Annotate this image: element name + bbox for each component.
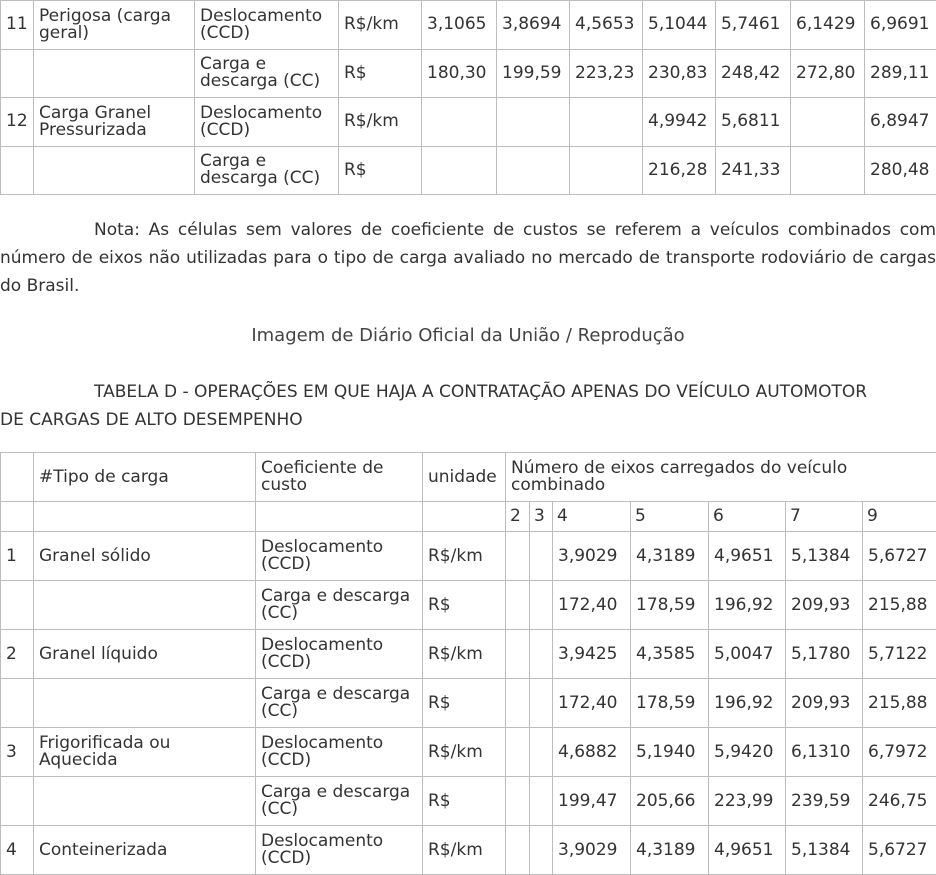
- value-cell: 5,9420: [709, 728, 786, 777]
- value-cell: [506, 679, 530, 728]
- value-cell: 223,99: [709, 777, 786, 826]
- row-number: [1, 777, 34, 826]
- value-cell: [791, 98, 865, 147]
- cargo-type: Carga Granel Pressurizada: [34, 98, 195, 147]
- table-row: [1, 1, 936, 50]
- axes-blank: [34, 502, 256, 532]
- table-d: [0, 452, 936, 875]
- table-c: [0, 0, 936, 195]
- value-cell: 196,92: [709, 581, 786, 630]
- value-cell: [506, 630, 530, 679]
- value-cell: 5,1044: [643, 1, 716, 50]
- value-cell: 199,47: [553, 777, 631, 826]
- value-cell: 5,6727: [863, 532, 936, 581]
- unit: R$: [423, 581, 506, 630]
- value-cell: [530, 630, 553, 679]
- value-cell: [530, 777, 553, 826]
- table-note: Nota: As células sem valores de coeficiente de custos se referem a veículos combinados com número de eixos não utilizadas para o tipo de carga avaliado no mercado de transporte rodoviário de cargas do Brasil.: [0, 216, 936, 300]
- value-cell: [506, 581, 530, 630]
- unit: R$: [339, 49, 422, 98]
- cost-coefficient: Deslocamento (CCD): [256, 826, 423, 875]
- header-coef: Coeficiente de custo: [256, 453, 423, 502]
- unit: R$/km: [339, 98, 422, 147]
- header-unid: unidade: [423, 453, 506, 502]
- row-number: 12: [1, 98, 34, 147]
- axes-blank: [423, 502, 506, 532]
- value-cell: 5,0047: [709, 630, 786, 679]
- cost-coefficient: Carga e descarga (CC): [195, 146, 339, 195]
- value-cell: [422, 98, 497, 147]
- value-cell: 172,40: [553, 581, 631, 630]
- value-cell: 178,59: [631, 581, 709, 630]
- axle-count-header: 3: [530, 502, 553, 532]
- table-row: [1, 532, 936, 581]
- cost-coefficient: Deslocamento (CCD): [256, 630, 423, 679]
- table-row: [1, 581, 936, 630]
- header-eixos: Número de eixos carregados do veículo combinado: [506, 453, 936, 502]
- cargo-type: [34, 679, 256, 728]
- value-cell: [506, 777, 530, 826]
- row-number: [1, 679, 34, 728]
- value-cell: 6,7972: [863, 728, 936, 777]
- image-caption: Imagem de Diário Oficial da União / Reprodução: [0, 325, 936, 346]
- cost-coefficient: Carga e descarga (CC): [256, 581, 423, 630]
- cargo-type: Frigorificada ou Aquecida: [34, 728, 256, 777]
- axle-count-header: 7: [786, 502, 863, 532]
- value-cell: 5,1940: [631, 728, 709, 777]
- value-cell: 4,9942: [643, 98, 716, 147]
- value-cell: [530, 581, 553, 630]
- value-cell: 6,9691: [865, 1, 936, 50]
- row-number: 11: [1, 1, 34, 50]
- axle-count-header: 5: [631, 502, 709, 532]
- table-row: [1, 146, 936, 195]
- table-d-axes-row: [1, 502, 936, 532]
- table-d-header-row: [1, 453, 936, 502]
- value-cell: 172,40: [553, 679, 631, 728]
- cargo-type: [34, 146, 195, 195]
- table-row: [1, 728, 936, 777]
- table-row: [1, 826, 936, 875]
- unit: R$: [423, 777, 506, 826]
- value-cell: 5,1384: [786, 532, 863, 581]
- value-cell: 6,1429: [791, 1, 865, 50]
- value-cell: [530, 679, 553, 728]
- cargo-type: Conteinerizada: [34, 826, 256, 875]
- value-cell: 205,66: [631, 777, 709, 826]
- axes-blank: [1, 502, 34, 532]
- value-cell: 4,9651: [709, 826, 786, 875]
- value-cell: 280,48: [865, 146, 936, 195]
- value-cell: 180,30: [422, 49, 497, 98]
- axle-count-header: 9: [863, 502, 936, 532]
- value-cell: 215,88: [863, 581, 936, 630]
- value-cell: [570, 98, 643, 147]
- value-cell: 223,23: [570, 49, 643, 98]
- value-cell: [570, 146, 643, 195]
- axle-count-header: 2: [506, 502, 530, 532]
- value-cell: 4,9651: [709, 532, 786, 581]
- row-number: 3: [1, 728, 34, 777]
- value-cell: [791, 146, 865, 195]
- value-cell: [497, 98, 570, 147]
- cargo-type: [34, 581, 256, 630]
- cargo-type: [34, 49, 195, 98]
- unit: R$: [423, 679, 506, 728]
- table-d-title: [0, 378, 936, 434]
- row-number: 4: [1, 826, 34, 875]
- table-d-title-line1: TABELA D - OPERAÇÕES EM QUE HAJA A CONTRATAÇÃO APENAS DO VEÍCULO AUTOMOTOR: [0, 382, 867, 402]
- value-cell: [497, 146, 570, 195]
- cost-coefficient: Deslocamento (CCD): [195, 1, 339, 50]
- value-cell: [530, 728, 553, 777]
- cost-coefficient: Carga e descarga (CC): [256, 679, 423, 728]
- unit: R$/km: [423, 630, 506, 679]
- value-cell: 5,6727: [863, 826, 936, 875]
- unit: R$/km: [423, 826, 506, 875]
- cargo-type: [34, 777, 256, 826]
- table-row: [1, 630, 936, 679]
- unit: R$: [339, 146, 422, 195]
- row-number: 2: [1, 630, 34, 679]
- value-cell: 272,80: [791, 49, 865, 98]
- value-cell: 289,11: [865, 49, 936, 98]
- value-cell: 230,83: [643, 49, 716, 98]
- value-cell: 5,6811: [716, 98, 791, 147]
- value-cell: [506, 826, 530, 875]
- value-cell: 216,28: [643, 146, 716, 195]
- value-cell: 246,75: [863, 777, 936, 826]
- table-d-title-line2: DE CARGAS DE ALTO DESEMPENHO: [0, 410, 303, 430]
- row-number: [1, 581, 34, 630]
- value-cell: [422, 146, 497, 195]
- value-cell: [530, 826, 553, 875]
- value-cell: 196,92: [709, 679, 786, 728]
- table-row: [1, 679, 936, 728]
- value-cell: 178,59: [631, 679, 709, 728]
- cost-coefficient: Deslocamento (CCD): [256, 532, 423, 581]
- value-cell: 6,1310: [786, 728, 863, 777]
- cost-coefficient: Deslocamento (CCD): [195, 98, 339, 147]
- axle-count-header: 6: [709, 502, 786, 532]
- cargo-type: Granel sólido: [34, 532, 256, 581]
- cost-coefficient: Carga e descarga (CC): [195, 49, 339, 98]
- value-cell: 3,1065: [422, 1, 497, 50]
- cost-coefficient: Deslocamento (CCD): [256, 728, 423, 777]
- value-cell: 209,93: [786, 581, 863, 630]
- row-number: [1, 49, 34, 98]
- cargo-type: Granel líquido: [34, 630, 256, 679]
- value-cell: 3,9029: [553, 826, 631, 875]
- row-number: 1: [1, 532, 34, 581]
- value-cell: 5,1384: [786, 826, 863, 875]
- value-cell: 5,7461: [716, 1, 791, 50]
- value-cell: [506, 728, 530, 777]
- value-cell: 3,8694: [497, 1, 570, 50]
- header-tipo: #Tipo de carga: [34, 453, 256, 502]
- cargo-type: Perigosa (carga geral): [34, 1, 195, 50]
- value-cell: [506, 532, 530, 581]
- value-cell: 248,42: [716, 49, 791, 98]
- value-cell: 241,33: [716, 146, 791, 195]
- axle-count-header: 4: [553, 502, 631, 532]
- value-cell: 4,5653: [570, 1, 643, 50]
- value-cell: 199,59: [497, 49, 570, 98]
- value-cell: 5,7122: [863, 630, 936, 679]
- axes-blank: [256, 502, 423, 532]
- row-number: [1, 146, 34, 195]
- unit: R$/km: [339, 1, 422, 50]
- unit: R$/km: [423, 532, 506, 581]
- table-row: [1, 98, 936, 147]
- value-cell: 3,9425: [553, 630, 631, 679]
- value-cell: [530, 532, 553, 581]
- table-row: [1, 49, 936, 98]
- value-cell: 6,8947: [865, 98, 936, 147]
- value-cell: 4,6882: [553, 728, 631, 777]
- value-cell: 3,9029: [553, 532, 631, 581]
- value-cell: 4,3189: [631, 532, 709, 581]
- unit: R$/km: [423, 728, 506, 777]
- value-cell: 239,59: [786, 777, 863, 826]
- header-num: [1, 453, 34, 502]
- value-cell: 5,1780: [786, 630, 863, 679]
- cost-coefficient: Carga e descarga (CC): [256, 777, 423, 826]
- value-cell: 209,93: [786, 679, 863, 728]
- value-cell: 215,88: [863, 679, 936, 728]
- table-row: [1, 777, 936, 826]
- value-cell: 4,3585: [631, 630, 709, 679]
- value-cell: 4,3189: [631, 826, 709, 875]
